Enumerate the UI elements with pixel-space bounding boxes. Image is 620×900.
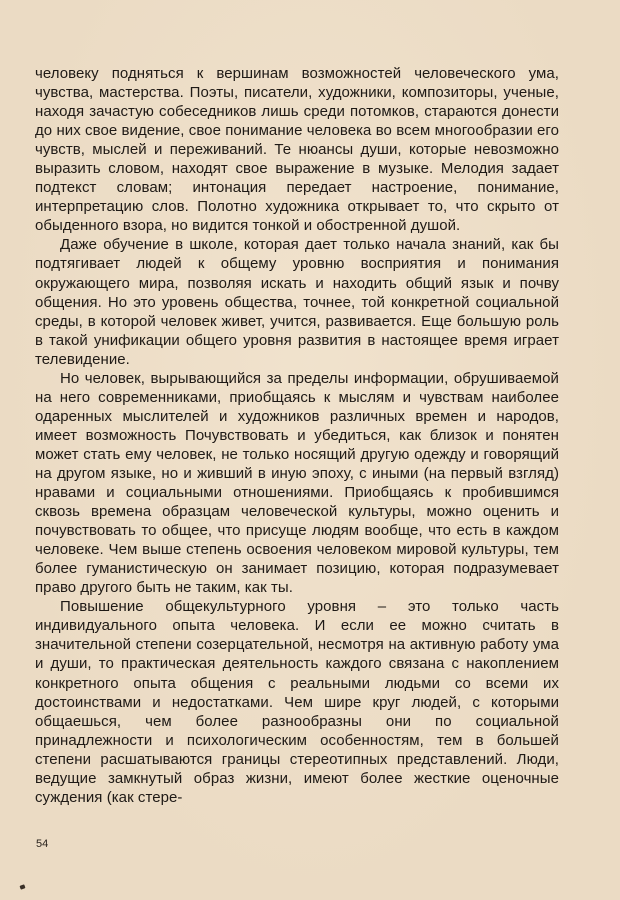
paragraph-4: Повышение общекультурного уровня – это только часть индивидуального опыта человека. И если ее можно считать в значительной степени созерцательной, несмотря на активную работу ума и души, то практическая деятельность каждого связана с накоплением конкретного опыта общения с реальными людьми со всеми их достоинствами и недостатками. Чем шире круг людей, с которыми общаешься, чем более разнообразны они по социальной принадлежности и психологическим особенностям, тем в большей степени расшатываются границы стереотипных представлений. Люди, ведущие замкнутый образ жизни, имеют более жесткие оценочные суждения (как стере- — [35, 598, 559, 806]
paragraph-1: человеку подняться к вершинам возможностей человеческого ума, чувства, мастерства. Поэты, писатели, художники, композиторы, ученые, находя зачастую собеседников лишь среди потомков, стараются донести до них свое видение, свое понимание человека во всем многообразии его чувств, мыслей и переживаний. Те нюансы души, которые невозможно выразить словом, находят свое выражение в музыке. Мелодия задает подтекст словам; интонация передает настроение, понимание, интерпретацию слов. Полотно художника открывает то, что скрыто от обыденного взора, но видится тонкой и обостренной душой. — [35, 65, 559, 235]
paragraph-3: Но человек, вырывающийся за пределы информации, обрушиваемой на него современниками, приобщаясь к мыслям и чувствам наиболее одаренных мыслителей и художников различных времен и народов, имеет возможность Почувствовать и убедиться, как близок и понятен может стать ему человек, не только носящий другую одежду и говорящий на другом языке, но и живший в иную эпоху, с иными (на первый взгляд) нравами и социальными отношениями. Приобщаясь к пробившимся сквозь времена образцам человеческой культуры, можно оценить и почувствовать то общее, что присуще людям вообще, что есть в каждом человеке. Чем выше степень освоения человеком мировой культуры, тем более гуманистическую он занимает позицию, которая подразумевает право другого быть не таким, как ты. — [35, 369, 559, 597]
paragraph-2: Даже обучение в школе, которая дает только начала знаний, как бы подтягивает людей к общему уровню восприятия и понимания окружающего мира, позволяя искать и находить общий язык и почву общения. Но это уровень общества, точнее, той конкретной социальной среды, в которой человек живет, учится, развивается. Еще большую роль в такой унификации общего уровня развития в настоящее время играет телевидение. — [35, 236, 559, 368]
body-text — [35, 64, 559, 807]
page-number: 54 — [36, 838, 49, 850]
print-speck — [19, 884, 25, 889]
